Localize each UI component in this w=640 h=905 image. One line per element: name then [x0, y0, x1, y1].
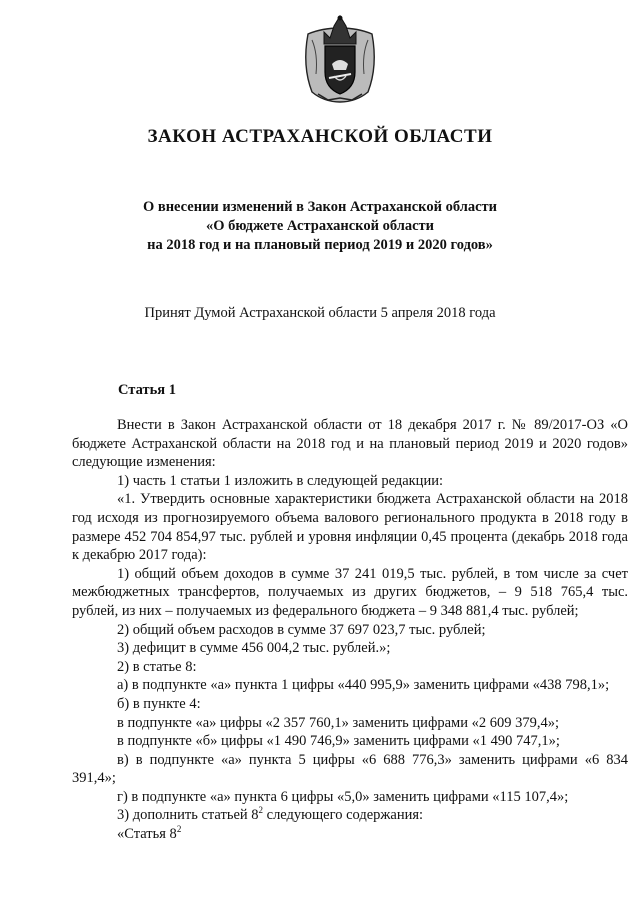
paragraph: Внести в Закон Астраханской области от 18 декабря 2017 г. № 89/2017-ОЗ «О бюджете Астраханской области на 2018 год и на плановый период 2019 и 2020 годов» следующие изменения: — [72, 417, 628, 471]
law-title: ЗАКОН АСТРАХАНСКОЙ ОБЛАСТИ — [147, 126, 493, 147]
paragraph: в) в подпункте «а» пункта 5 цифры «6 688 776,3» заменить цифрами «6 834 391,4»; — [72, 751, 628, 787]
article-body — [72, 416, 628, 844]
paragraph: в подпункте «б» цифры «1 490 746,9» заменить цифрами «1 490 747,1»; — [117, 733, 560, 750]
paragraph: б) в пункте 4: — [117, 695, 201, 712]
law-subtitle — [0, 198, 640, 255]
paragraph-text: 3) дополнить статьей 8 — [117, 807, 259, 824]
paragraph: 2) общий объем расходов в сумме 37 697 023,7 тыс. рублей; — [117, 621, 486, 638]
paragraph: 1) общий объем доходов в сумме 37 241 019,5 тыс. рублей, в том числе за счет межбюджетных трансфертов, получаемых из других бюджетов, – 9 518 765,4 тыс. рублей, из них – получаемых из федерального бюджета – 9 348 881,4 тыс. рублей; — [72, 565, 628, 619]
paragraph: 2) в статье 8: — [117, 658, 197, 675]
superscript: 2 — [258, 805, 264, 816]
article-heading: Статья 1 — [118, 382, 176, 398]
paragraph: а) в подпункте «а» пункта 1 цифры «440 995,9» заменить цифрами «438 798,1»; — [117, 677, 610, 694]
coat-of-arms-emblem — [298, 14, 382, 104]
paragraph — [72, 825, 628, 844]
paragraph: 1) часть 1 статьи 1 изложить в следующей редакции: — [117, 472, 443, 489]
subtitle-line: на 2018 год и на плановый период 2019 и 2020 годов» — [147, 237, 493, 253]
paragraph: г) в подпункте «а» пункта 6 цифры «5,0» заменить цифрами «115 107,4»; — [117, 788, 569, 805]
paragraph: в подпункте «а» цифры «2 357 760,1» заменить цифрами «2 609 379,4»; — [117, 714, 559, 731]
superscript: 2 — [176, 824, 182, 835]
paragraph-text: «Статья 8 — [117, 826, 177, 843]
subtitle-line: О внесении изменений в Закон Астраханской области — [142, 199, 498, 215]
subtitle-line: «О бюджете Астраханской области — [205, 218, 435, 234]
paragraph: 3) дефицит в сумме 456 004,2 тыс. рублей.»; — [117, 640, 391, 657]
paragraph — [72, 806, 628, 825]
paragraph-text: следующего содержания: — [263, 807, 424, 824]
paragraph: «1. Утвердить основные характеристики бюджета Астраханской области на 2018 год исходя из прогнозируемого объема валового регионального продукта в 2018 году в размере 452 704 854,97 тыс. рублей и уровня инфляции 0,45 процента (декабрь 2018 года к декабрю 2017 года): — [72, 491, 628, 564]
adoption-note: Принят Думой Астраханской области 5 апреля 2018 года — [144, 305, 496, 321]
